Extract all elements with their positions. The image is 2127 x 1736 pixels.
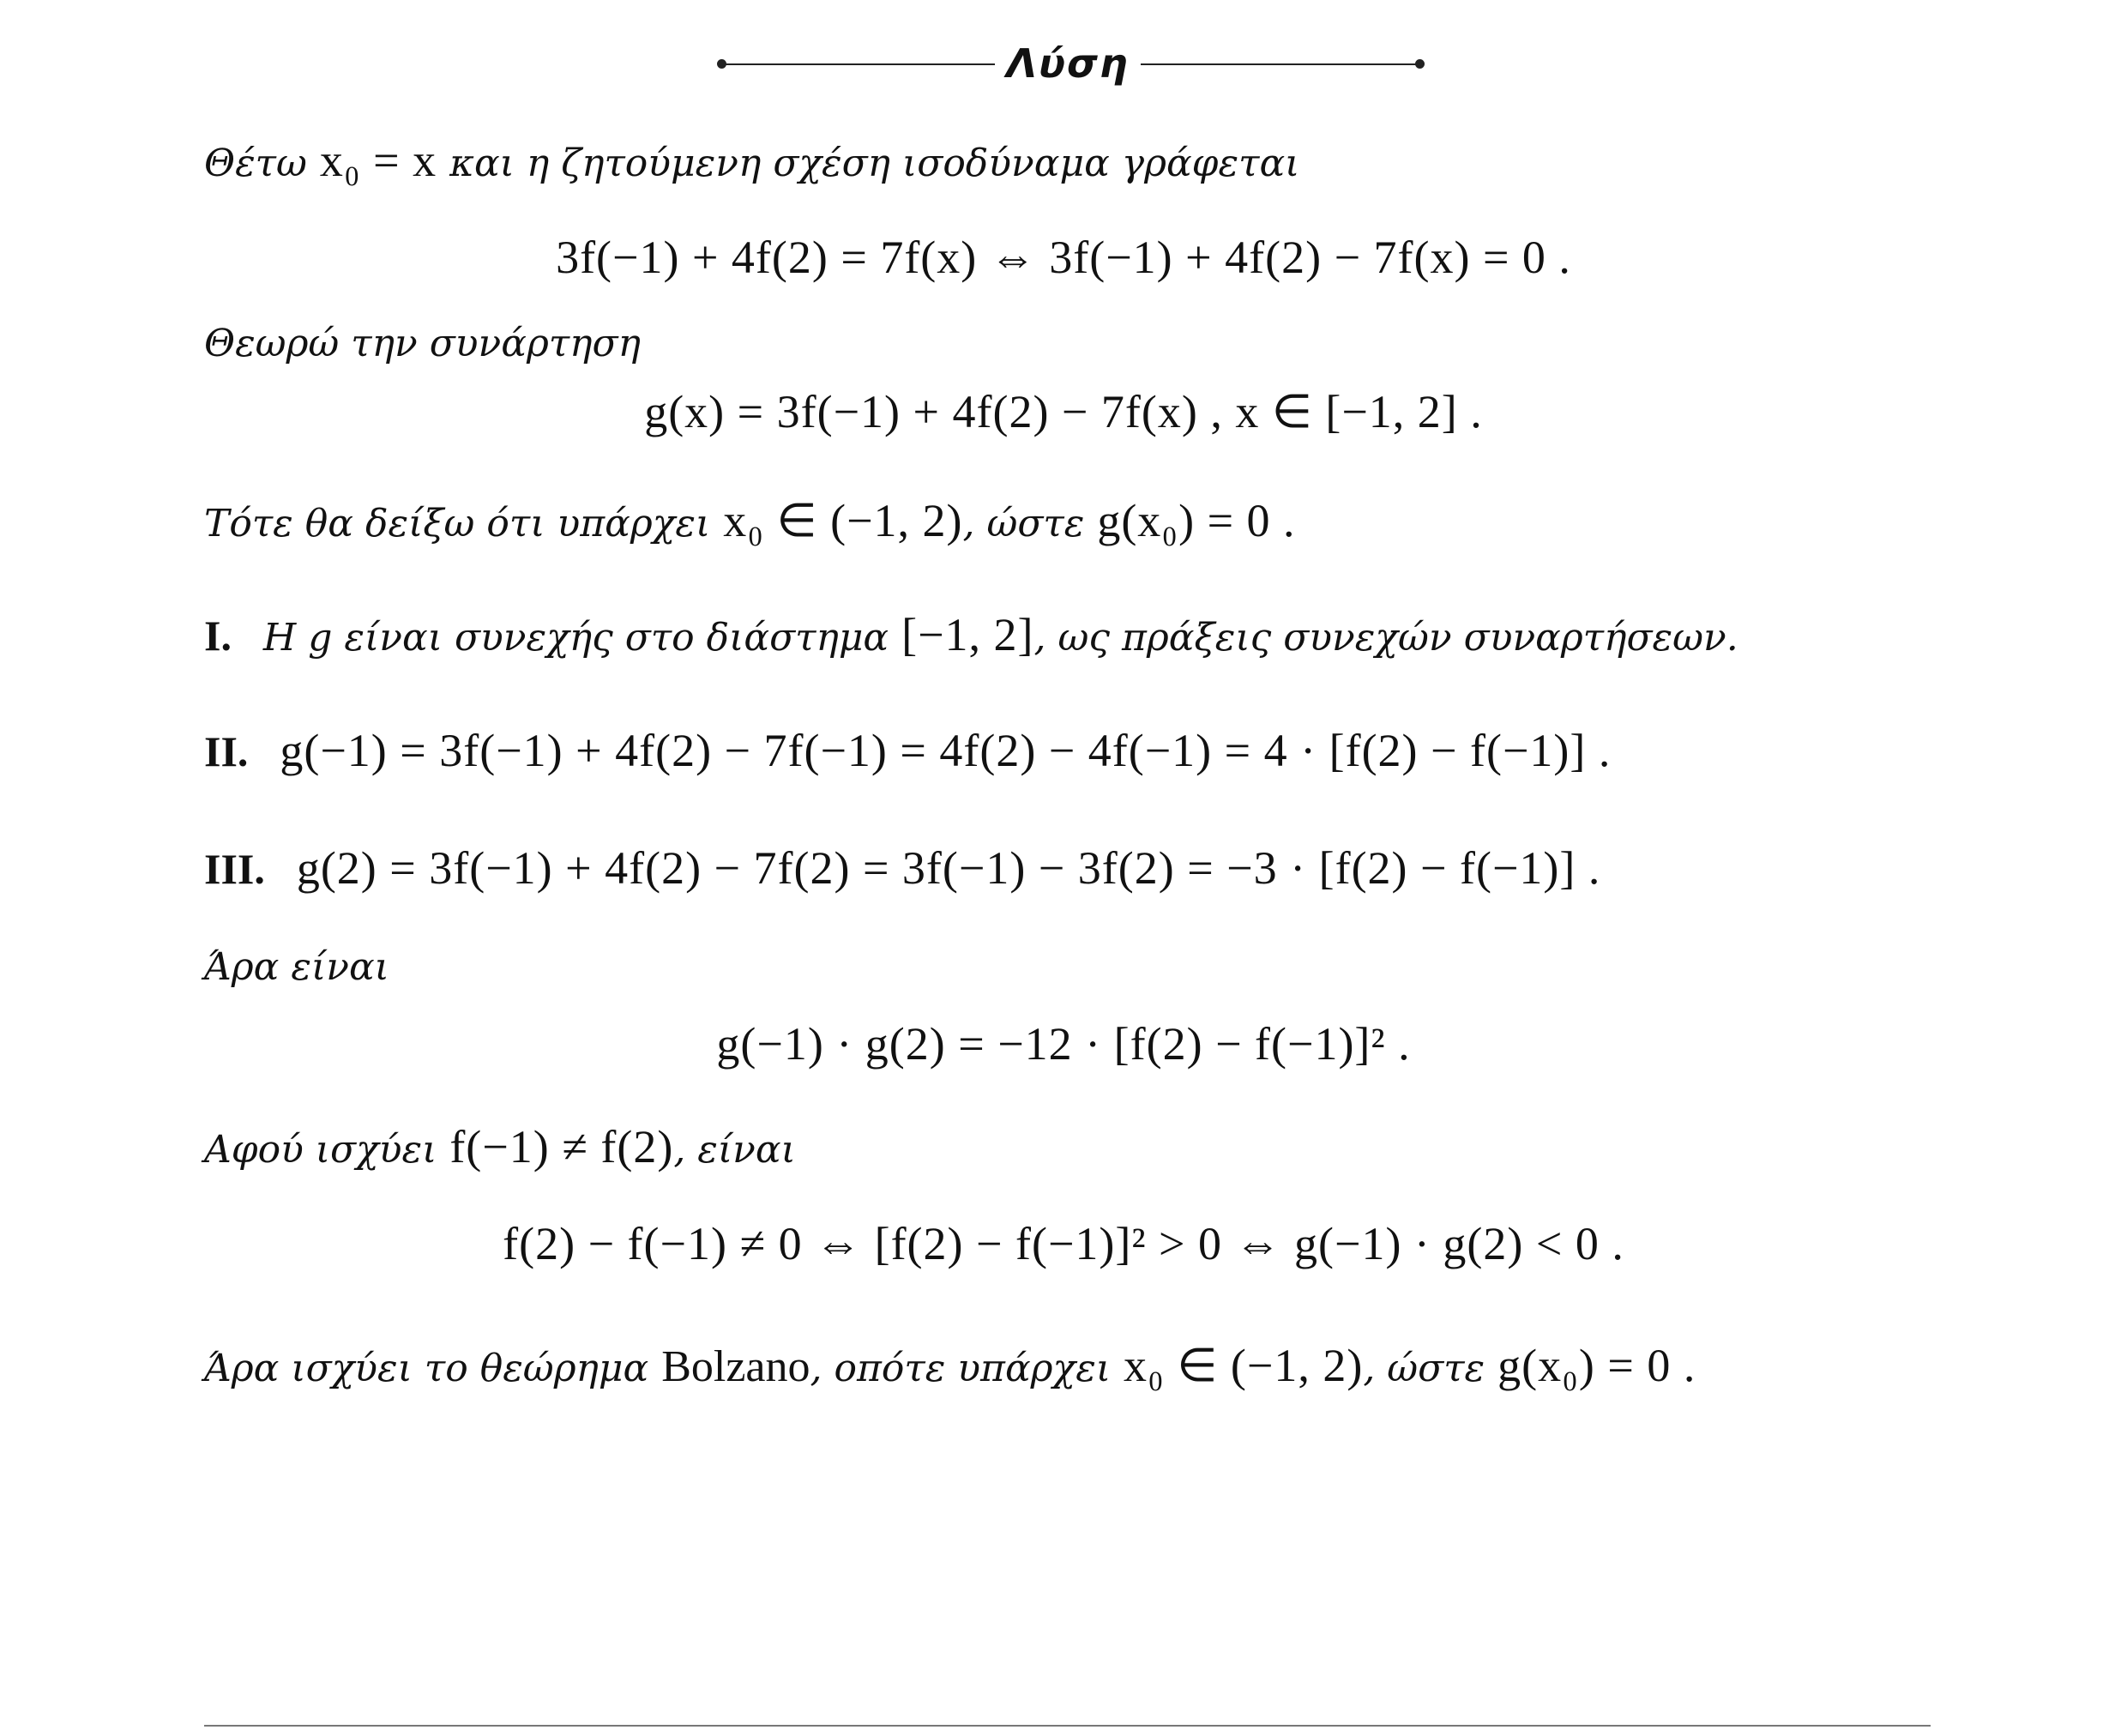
math-fragment: g(x) = 3f(−1) + 4f(2) − 7f(x) , x ∈ [−1, 2] .	[644, 386, 1483, 437]
math-fragment: g(2) = 3f(−1) + 4f(2) − 7f(2) = 3f(−1) − 3f(2) = −3 · [f(2) − f(−1)] .	[296, 842, 1601, 894]
math-fragment: g(−1) · g(2) = −12 · [f(2) − f(−1)]² .	[716, 1018, 1411, 1070]
math-fragment: [−1, 2]	[901, 609, 1034, 660]
line-conclusion	[204, 1338, 1696, 1396]
step-3	[204, 841, 1600, 898]
math-fragment: g(x₀) = 0 .	[1497, 1340, 1696, 1391]
line-therefore	[204, 939, 389, 995]
line-consider-function	[204, 316, 641, 371]
step-2	[204, 723, 1611, 781]
step-1	[204, 607, 1738, 666]
text-fragment: , ώστε	[962, 502, 1085, 546]
step-label: I.	[204, 612, 232, 660]
heading-title: Λύση	[1006, 40, 1130, 87]
math-fragment: f(2) − f(−1) ≠ 0 ⇔ [f(2) − f(−1)]² > 0 ⇔ g(−1) · g(2) < 0 .	[503, 1218, 1624, 1269]
line-since	[204, 1119, 796, 1178]
math-fragment: x₀ ∈ (−1, 2)	[723, 495, 963, 546]
step-label: III.	[204, 845, 265, 893]
text-fragment: Τότε θα δείξω ότι υπάρχει	[204, 502, 711, 546]
math-fragment: x₀ = x	[319, 135, 437, 186]
line-set-variable	[204, 133, 1299, 191]
text-fragment: Θεωρώ την συνάρτηση	[204, 322, 641, 365]
line-goal	[204, 493, 1296, 552]
equation-3	[0, 1016, 2127, 1074]
text-fragment: Άρα είναι	[204, 945, 389, 989]
text-fragment: Αφού ισχύει	[204, 1128, 437, 1172]
step-label: II.	[204, 727, 249, 775]
bottom-divider	[204, 1725, 1931, 1727]
section-heading	[0, 34, 2127, 94]
text-fragment: και η ζητούμενη σχέση ισοδύναμα γράφεται	[449, 142, 1300, 185]
heading-right-rule	[1141, 63, 1419, 65]
heading-right-dot	[1415, 59, 1425, 69]
equation-4	[0, 1216, 2127, 1274]
text-fragment: Θέτω	[204, 142, 307, 185]
text-fragment: Η g είναι συνεχής στο διάστημα	[262, 616, 889, 660]
equation-2	[0, 384, 2127, 442]
equation-1	[0, 230, 2127, 287]
math-fragment: f(−1) ≠ f(2)	[449, 1121, 674, 1172]
math-fragment: 3f(−1) + 4f(2) = 7f(x) ⇔ 3f(−1) + 4f(2) − 7f(x) = 0 .	[556, 232, 1571, 283]
heading-left-rule	[720, 63, 995, 65]
text-fragment: Άρα ισχύει το θεώρημα	[204, 1347, 649, 1390]
theorem-name: Bolzano	[661, 1342, 810, 1391]
text-fragment: , ώστε	[1363, 1347, 1485, 1390]
text-fragment: , οπότε υπάρχει	[810, 1347, 1112, 1390]
text-fragment: , είναι	[673, 1128, 796, 1172]
math-fragment: x₀ ∈ (−1, 2)	[1124, 1340, 1364, 1391]
math-fragment: g(−1) = 3f(−1) + 4f(2) − 7f(−1) = 4f(2) − 4f(−1) = 4 · [f(2) − f(−1)] .	[280, 725, 1612, 776]
text-fragment: , ως πράξεις συνεχών συναρτήσεων.	[1033, 616, 1738, 660]
math-fragment: g(x₀) = 0 .	[1097, 495, 1296, 546]
